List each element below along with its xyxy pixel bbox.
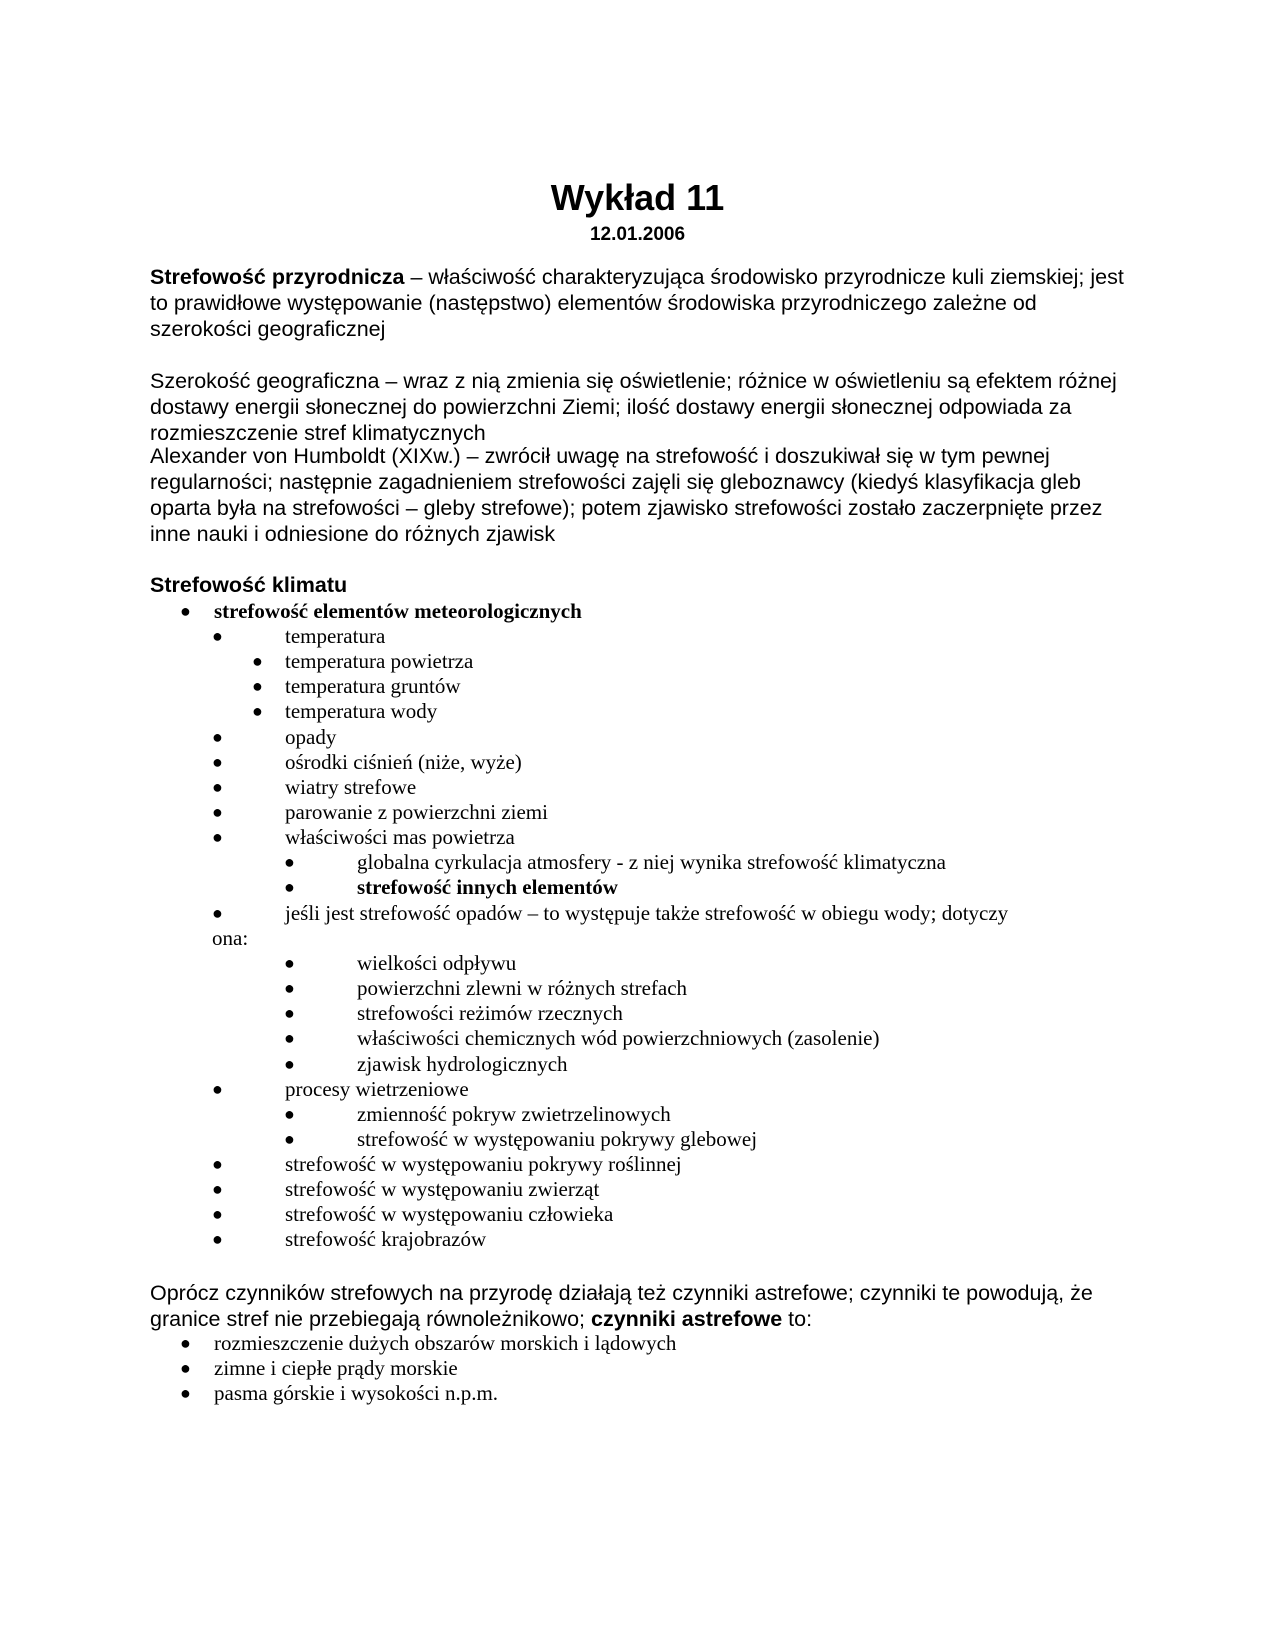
list-item: strefowości reżimów rzecznych: [357, 1001, 623, 1025]
list-item: strefowość innych elementów: [357, 875, 618, 899]
bullet-icon: ●: [212, 727, 223, 747]
bullet-icon: ●: [284, 1003, 295, 1023]
bullet-icon: ●: [252, 701, 263, 721]
list-item: jeśli jest strefowość opadów – to występuje także strefowość w obiegu wody; dotyczy: [285, 901, 1009, 925]
list-item: parowanie z powierzchni ziemi: [285, 800, 548, 824]
list-item-continuation: ona:: [212, 926, 249, 950]
bullet-icon: ●: [212, 752, 223, 772]
list-item: temperatura: [285, 624, 386, 648]
paragraph-humboldt: Alexander von Humboldt (XIXw.) – zwrócił uwagę na strefowość i doszukiwał się w tym pewnej regularności; następnie zagadnieniem strefowości zajęli się gleboznawcy (kiedyś klasyfikacja gleb oparta była na strefowości – gleby strefowe); potem zjawisko strefowości zostało zaczerpnięte przez inne nauki i odniesione do różnych zjawisk: [150, 444, 1103, 546]
list-item: pasma górskie i wysokości n.p.m.: [214, 1381, 499, 1405]
list-item: strefowość w występowaniu pokrywy roślinnej: [285, 1152, 682, 1176]
list-item: strefowość w występowaniu pokrywy glebowej: [357, 1127, 758, 1151]
list-item: właściwości mas powietrza: [285, 825, 515, 849]
bullet-icon: ●: [284, 1104, 295, 1124]
bullet-icon: ●: [180, 601, 191, 621]
bullet-icon: ●: [212, 1204, 223, 1224]
list-item: zjawisk hydrologicznych: [357, 1052, 568, 1076]
list-item: opady: [285, 725, 337, 749]
bullet-icon: ●: [212, 1154, 223, 1174]
list-item: zimne i ciepłe prądy morskie: [214, 1356, 458, 1380]
bullet-icon: ●: [284, 877, 295, 897]
list-item: strefowość krajobrazów: [285, 1227, 487, 1251]
term-czynniki-astrefowe: czynniki astrefowe: [591, 1307, 783, 1331]
astrefowe-tail: to:: [782, 1307, 813, 1331]
bullet-icon: ●: [284, 1054, 295, 1074]
bullet-icon: ●: [284, 1129, 295, 1149]
definition-text: – właściwość charakteryzująca środowisko przyrodnicze kuli ziemskiej; jest to prawidłowe występowanie (następstwo) elementów środowiska przyrodniczego zależne od szerokości geograficznej: [150, 265, 1124, 341]
bullet-icon: ●: [212, 903, 223, 923]
bullet-icon: ●: [180, 1358, 191, 1378]
page-date: 12.01.2006: [589, 224, 686, 245]
astrefowe-intro: Oprócz czynników strefowych na przyrodę działają też czynniki astrefowe; czynniki te powodują, że granice stref nie przebiegają równoleżnikowo;: [150, 1281, 1093, 1331]
paragraph-definition: [150, 264, 1130, 342]
list-item: rozmieszczenie dużych obszarów morskich i lądowych: [214, 1331, 677, 1355]
list-item: temperatura gruntów: [285, 674, 461, 698]
list-item: globalna cyrkulacja atmosfery - z niej wynika strefowość klimatyczna: [357, 850, 946, 874]
bullet-icon: ●: [212, 1079, 223, 1099]
list-item: powierzchni zlewni w różnych strefach: [357, 976, 688, 1000]
list-item: strefowość w występowaniu zwierząt: [285, 1177, 600, 1201]
list-item: procesy wietrzeniowe: [285, 1077, 469, 1101]
list-item: strefowość w występowaniu człowieka: [285, 1202, 614, 1226]
list-item: temperatura wody: [285, 699, 438, 723]
bullet-icon: ●: [252, 676, 263, 696]
bullet-icon: ●: [284, 1028, 295, 1048]
bullet-icon: ●: [180, 1383, 191, 1403]
bullet-icon: ●: [212, 1179, 223, 1199]
list-item: wiatry strefowe: [285, 775, 417, 799]
page-title: Wykład 11: [550, 177, 725, 218]
section-heading: Strefowość klimatu: [150, 573, 348, 597]
bullet-icon: ●: [284, 852, 295, 872]
bullet-icon: ●: [212, 1229, 223, 1249]
paragraph-astrefowe: [150, 1280, 1130, 1332]
bullet-icon: ●: [180, 1333, 191, 1353]
list-item: ośrodki ciśnień (niże, wyże): [285, 750, 522, 774]
term-strefowosc-przyrodnicza: Strefowość przyrodnicza: [150, 265, 405, 289]
paragraph-szerokosc: Szerokość geograficzna – wraz z nią zmienia się oświetlenie; różnice w oświetleniu są efektem różnej dostawy energii słonecznej do powierzchni Ziemi; ilość dostawy energii słonecznej odpowiada za rozmieszczenie stref klimatycznych: [150, 369, 1117, 445]
bullet-icon: ●: [284, 978, 295, 998]
bullet-icon: ●: [252, 651, 263, 671]
bullet-icon: ●: [212, 626, 223, 646]
list-item: temperatura powietrza: [285, 649, 474, 673]
bullet-icon: ●: [284, 953, 295, 973]
bullet-icon: ●: [212, 802, 223, 822]
list-item: strefowość elementów meteorologicznych: [214, 599, 582, 623]
bullet-icon: ●: [212, 827, 223, 847]
list-item: zmienność pokryw zwietrzelinowych: [357, 1102, 671, 1126]
list-item: właściwości chemicznych wód powierzchniowych (zasolenie): [357, 1026, 880, 1050]
bullet-icon: ●: [212, 777, 223, 797]
list-item: wielkości odpływu: [357, 951, 517, 975]
